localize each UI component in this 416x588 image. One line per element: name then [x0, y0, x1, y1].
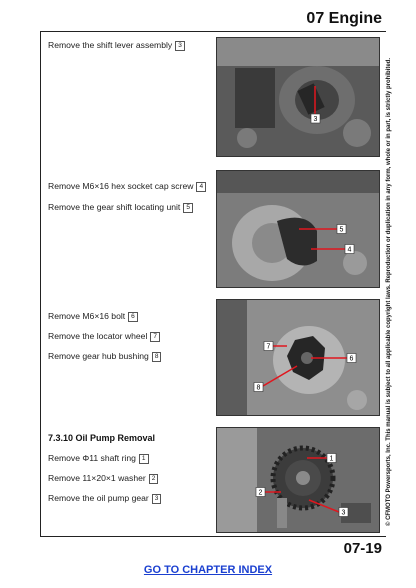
page-number: 07-19 [343, 540, 382, 557]
step-remove-shift-lever [48, 40, 185, 51]
footer-rule [40, 536, 386, 537]
callout-7: 7 [266, 343, 271, 351]
callout-1: 1 [329, 455, 334, 463]
step-remove-hub-bushing [48, 351, 161, 362]
ref-badge: 3 [175, 41, 185, 51]
step-text: Remove M6×16 bolt [48, 311, 126, 321]
chapter-title: 07 Engine [306, 10, 382, 27]
step-remove-locating-unit [48, 202, 193, 213]
ref-badge: 2 [149, 474, 159, 484]
engine-photo-shift-lever [216, 37, 380, 157]
step-text: Remove Φ11 shaft ring [48, 453, 136, 463]
section-title: 7.3.10 Oil Pump Removal [48, 433, 156, 443]
step-remove-shaft-ring [48, 453, 149, 464]
engine-photo-locator-wheel [216, 299, 380, 416]
callout-5: 5 [339, 226, 344, 234]
ref-badge: 8 [152, 352, 162, 362]
step-remove-oil-pump-gear [48, 493, 161, 504]
callout-8: 8 [256, 384, 261, 392]
margin-rule [40, 31, 41, 536]
step-remove-washer [48, 473, 158, 484]
callout-4: 4 [347, 246, 352, 254]
copyright-notice [384, 57, 394, 527]
callout-3: 3 [313, 116, 318, 123]
ref-badge: 4 [196, 182, 206, 192]
callout-2: 2 [258, 489, 263, 497]
step-remove-bolt [48, 311, 138, 322]
ref-badge: 3 [152, 494, 162, 504]
step-remove-hex-screw [48, 181, 206, 192]
step-text: Remove the shift lever assembly [48, 40, 173, 50]
engine-photo-locating-unit [216, 170, 380, 288]
chapter-index-link[interactable]: GO TO CHAPTER INDEX [143, 564, 273, 576]
ref-badge: 1 [139, 454, 149, 464]
engine-photo-oil-pump-gear [216, 427, 380, 533]
step-text: Remove the gear shift locating unit [48, 202, 181, 212]
step-text: Remove 11×20×1 washer [48, 473, 146, 483]
copyright-text: © CFMOTO Powersports, Inc. This manual is subject to all applicable copyright laws. Reproduction or duplication in any form, whole or in part, is strictly prohibited. [386, 57, 392, 527]
step-remove-locator-wheel [48, 331, 160, 342]
step-text: Remove the oil pump gear [48, 493, 149, 503]
callout-3: 3 [341, 509, 346, 517]
ref-badge: 6 [128, 312, 138, 322]
step-text: Remove the locator wheel [48, 331, 148, 341]
ref-badge: 5 [183, 203, 193, 213]
step-text: Remove gear hub bushing [48, 351, 149, 361]
callout-6: 6 [349, 355, 354, 363]
ref-badge: 7 [150, 332, 160, 342]
header-rule [40, 31, 386, 32]
step-text: Remove M6×16 hex socket cap screw [48, 181, 194, 191]
